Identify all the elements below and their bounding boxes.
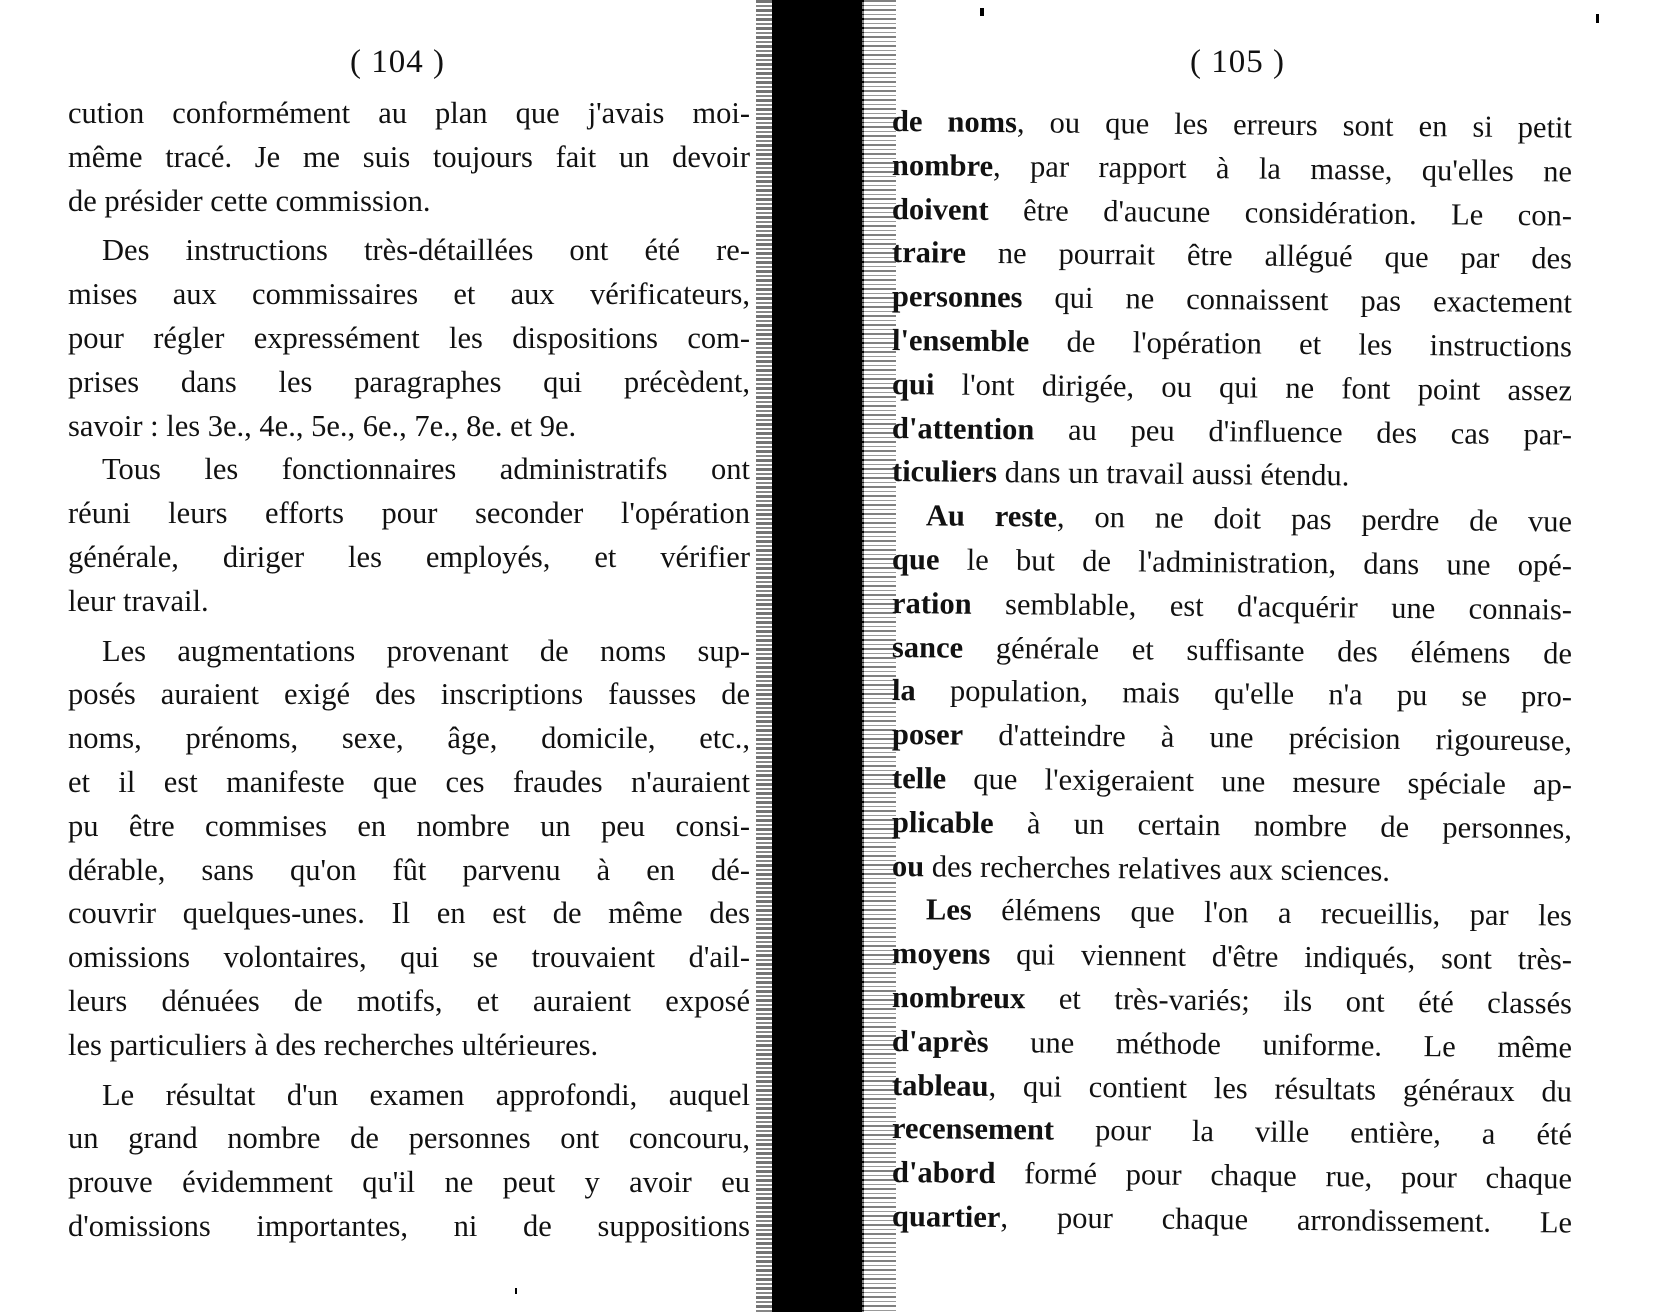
line-lead-word: traire [891,235,967,271]
left-page-text [68,92,750,1249]
line-lead-word: d'abord [891,1155,996,1191]
line-lead-word: Au reste [925,498,1058,534]
text-line: d'omissions importantes, ni de suppositions [68,1208,750,1243]
scan-speck [980,8,984,16]
text-line [892,626,1572,676]
text-line [892,319,1572,369]
line-lead-word: personnes [891,279,1023,315]
text-line: posés auraient exigé des inscriptions fausses de [68,677,750,712]
text-line [892,932,1572,982]
text-line [892,757,1572,807]
text-line [892,494,1572,544]
text-line [892,1151,1572,1201]
text-line: noms, prénoms, sexe, âge, domicile, etc., [68,721,750,756]
text-line [892,450,1572,500]
line-lead-word: d'attention [891,410,1035,446]
line-lead-word: telle [891,760,947,796]
line-lead-word: nombreux [891,979,1026,1016]
line-rest: pour la ville entière, a été [1053,1112,1573,1152]
text-line [892,188,1572,238]
text-line [892,1195,1572,1245]
text-line: Des instructions très-détaillées ont été re- [102,233,750,268]
line-lead-word: recensement [891,1111,1055,1147]
text-line: pour régler expressément les dispositions com- [68,320,750,355]
line-lead-word: moyens [891,936,991,972]
line-lead-word: l'ensemble [891,322,1030,359]
line-rest: d'atteindre à une précision rigoureuse, [963,717,1573,758]
line-rest: le but de l'administration, dans une opé- [939,542,1573,583]
text-line: Tous les fonctionnaires administratifs ont [102,452,750,487]
line-rest: population, mais qu'elle n'a pu se pro- [915,673,1573,714]
scan-speck [1596,14,1599,23]
text-line [892,275,1572,325]
text-line [892,100,1572,150]
text-line: leurs dénuées de motifs, et auraient exposé [68,983,750,1018]
line-lead-word: doivent [891,191,989,227]
line-lead-word: que [891,541,940,577]
text-line: réuni leurs efforts pour seconder l'opération [68,496,750,531]
text-line [892,231,1572,281]
text-line: Le résultat d'un examen approfondi, auquel [102,1077,750,1112]
line-rest: , pour chaque arrondissement. Le [1000,1199,1573,1240]
line-rest: au peu d'influence des cas par- [1034,411,1573,452]
text-line [892,363,1572,413]
text-line [892,713,1572,763]
line-lead-word: de noms [891,104,1018,140]
text-line: dérable, sans qu'on fût parvenu à en dé- [68,852,750,887]
line-rest: ne pourrait être allégué que par des [965,236,1573,276]
text-line: prouve évidemment qu'il ne peut y avoir eu [68,1165,750,1200]
line-rest: une méthode uniforme. Le même [988,1024,1573,1065]
text-line [892,1020,1572,1070]
line-rest: à un certain nombre de personnes, [993,805,1573,846]
text-line: de présider cette commission. [68,183,431,218]
text-line: savoir : les 3e., 4e., 5e., 6e., 7e., 8e. et 9e. [68,408,577,443]
line-rest: l'ont dirigée, ou qui ne font point assez [934,367,1573,408]
line-rest: , par rapport à la masse, qu'elles ne [992,148,1573,189]
line-rest: dans un travail aussi étendu. [996,455,1350,493]
line-rest: , qui contient les résultats généraux du [988,1068,1573,1109]
right-page-text [892,100,1572,1239]
line-lead-word: tableau [891,1067,989,1103]
scan-speck [515,1288,517,1294]
text-line [892,582,1572,632]
text-line: couvrir quelques-unes. Il en est de même des [68,896,750,931]
line-rest: que l'exigeraient une mesure spéciale ap- [946,761,1573,802]
page-number-left: ( 104 ) [350,44,445,80]
line-lead-word: plicable [891,804,994,840]
text-line: leur travail. [68,583,209,618]
line-lead-word: sance [891,629,964,665]
line-lead-word: la [891,673,916,708]
line-lead-word: quartier [891,1198,1001,1234]
text-line [892,976,1572,1026]
text-line [892,845,1572,895]
line-rest: formé pour chaque rue, pour chaque [995,1156,1573,1196]
line-rest: qui ne connaissent pas exactement [1022,280,1573,320]
text-line [892,1064,1572,1114]
line-lead-word: poser [891,717,964,752]
line-rest: élémens que l'on a recueillis, par les [971,893,1573,933]
line-rest: de l'opération et les instructions [1029,324,1573,364]
text-line [892,1107,1572,1157]
book-gutter-shadow [772,0,864,1312]
text-line [892,144,1572,194]
line-rest: des recherches relatives aux sciences. [924,848,1391,888]
text-line [892,801,1572,851]
line-lead-word: Les [925,892,972,928]
line-lead-word: ou [891,848,925,883]
line-rest: semblable, est d'acquérir une connais- [971,586,1573,627]
text-line: omissions volontaires, qui se trouvaient d'ail- [68,940,750,975]
text-line: générale, diriger les employés, et vérifier [68,539,750,574]
text-line: même tracé. Je me suis toujours fait un devoir [68,139,750,174]
text-line: prises dans les paragraphes qui précèdent, [68,364,750,399]
text-line: cution conformément au plan que j'avais moi- [68,96,750,130]
text-line: pu être commises en nombre un peu consi- [68,808,750,843]
text-line: Les augmentations provenant de noms sup- [102,633,750,668]
page-number-right: ( 105 ) [1190,44,1285,80]
line-lead-word: ration [891,585,972,621]
left-page [0,0,760,1312]
text-line [892,407,1572,457]
text-line: les particuliers à des recherches ultérieures. [68,1027,599,1062]
line-rest: et très-variés; ils ont été classés [1025,981,1573,1021]
line-lead-word: d'après [891,1023,989,1059]
line-rest: , ou que les erreurs sont en si petit [1016,105,1573,145]
text-line [892,669,1572,719]
line-rest: qui viennent d'être indiqués, sont très- [990,937,1573,977]
text-line [892,538,1572,588]
line-lead-word: nombre [891,147,994,183]
text-line: et il est manifeste que ces fraudes n'auraient [68,764,750,799]
line-rest: générale et suffisante des élémens de [963,630,1573,671]
right-page [860,0,1674,1312]
line-rest: être d'aucune considération. Le con- [988,192,1573,233]
text-line: mises aux commissaires et aux vérificateurs, [68,277,750,312]
line-lead-word: ticuliers [891,454,998,490]
line-lead-word: qui [891,366,935,402]
line-rest: , on ne doit pas perdre de vue [1056,499,1573,539]
text-line: un grand nombre de personnes ont concouru, [68,1121,750,1156]
text-line [892,888,1572,938]
